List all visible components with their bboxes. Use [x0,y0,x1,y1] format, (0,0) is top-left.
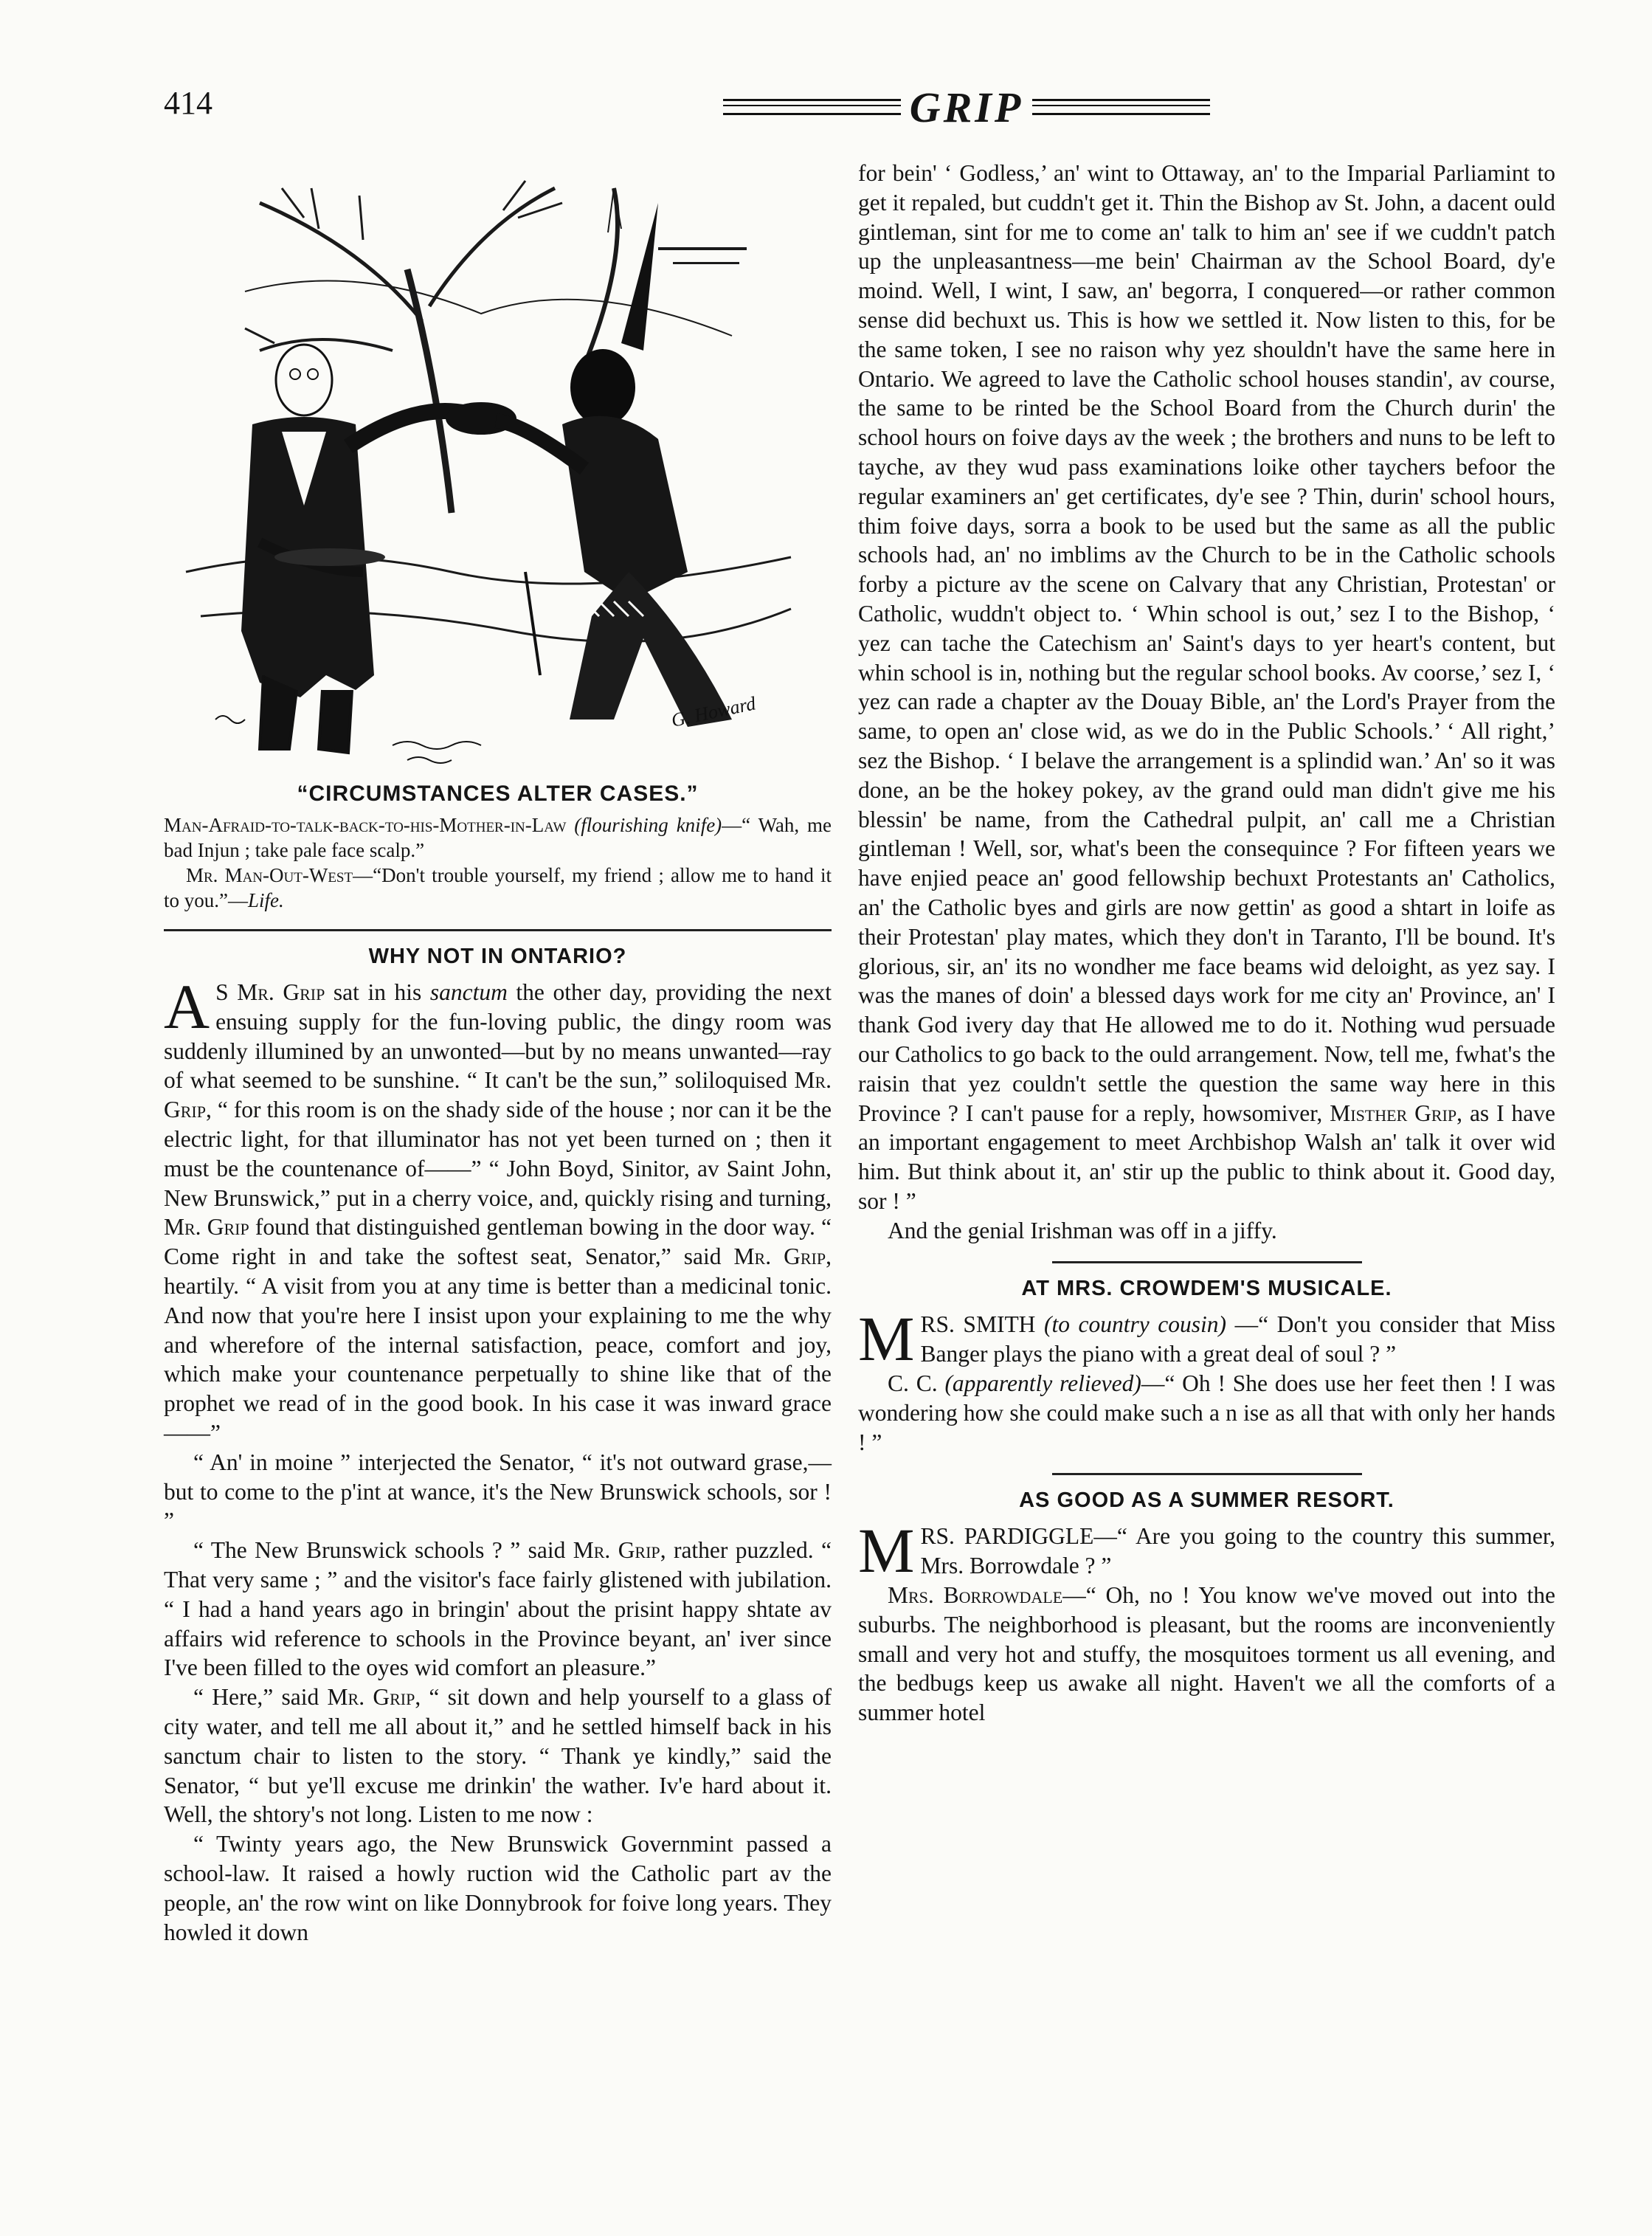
page-number: 414 [164,85,212,121]
article1-paragraph-6 [858,159,1555,1216]
caption-stage-direction: (flourishing knife) [574,814,722,836]
article-title-ontario: WHY NOT IN ONTARIO? [368,945,627,968]
article2-direction: (to country cousin) [1043,1311,1227,1338]
cartoon-drawing [171,159,806,771]
caption-source: Life. [248,889,284,911]
masthead-rule-right [1032,99,1210,115]
page-header [118,81,1542,133]
article1-text: for bein' ‘ Godless,’ an' wint to Ottaway, an' to the Imparial Parliamint to get it repaled, but cuddn't get it. Thin the Bishop av St. John, a dacent ould gintleman, sint for me to come an' talk to him an' see if we cuddn't patch up the unpleasantness—me bein' Chairman av the School Board, dy'e moind. Well, I wint, I saw, an' begorra, I conquered—or rather common sense did bechuxt us. This is how we settled it. Now listen to this, for be the same token, I see no raison why yez shouldn't have the same here in Ontario. We agreed to lave the Catholic school houses standin', av course, the same to be rinted be the School Board from the Church durin' the school hours on foive days av the week ; the brothers and nuns to be left to tayche, av they wud pass examinations loike other taychers befoor the regular examiners an' get certificates, dy'e see ? Thin, durin' school hours, thim foive days, sorra a book to be used but the same as all the public schools had, an' no imblims av the Church to be in the Catholic schools forby a picture av the scene on Calvary that any Christian, Protestan' or Catholic, wuddn't object to. ‘ Whin school is out,’ sez I to the Bishop, ‘ yez can tache the Catechism an' Saint's days to yer heart's content, but whin school is in, nothing but the regular school books. Av coorse,’ sez I, ‘ yez can rade a chapter av the Douay Bible, an' the Lord's Prayer from the same, to open an' close wid, as we do in the Public Schools.’ ‘ All right,’ sez the Bishop. ‘ I belave the arrangement is a splindid wan.’ An' so it was done, an be the hokey pokey, av the grand ould man didn't give me his blessin' be name, from the Cathedral pulpit, an' call me a Christian gintleman ! Well, sor, what's been the consequince ? For fifteen years we have enjied peace an' good fellowship bechuxt Protestants an' Catholics, an' the Catholic byes and girls are now gettin' as good a shtart in loife as their Protestan' play mates, which they don't in Taranto, I'll be bound. It's glorious, sir, an' its no wondher me face beams wid deloight, as yez say. I was the manes of doin' a blessed days work for me city an' Province, an' I thank God ivery day that He allowed me to do it. Nothing wud persuade our Catholics to go back to the ould arrangement. Now, tell me, fwhat's the raisin that yez couldn't settle the question the same way here in this Province ? I can't pause for a reply, howsomiver, [858,160,1555,1126]
article1-text: , as I have an important engagement to meet Archbishop Walsh an' talk it over wid him. But think about it, an' stir up the public to think about it. Good day, sor ! ” [858,1100,1555,1214]
article3-paragraph-2 [858,1581,1555,1728]
article1-paragraph-3 [164,1536,832,1683]
article1-grip-name: Mr. Grip [573,1537,660,1564]
caption-speaker-2: Mr. Man-Out-West [186,864,353,886]
article1-grip-name: Mr. Grip [327,1684,415,1711]
cartoon-caption-line-1 [164,812,832,863]
article2-paragraph-1 [858,1303,1555,1375]
caption-speaker-1: Man-Afraid-to-talk-back-to-his-Mother-in-Law [164,814,567,836]
article1-grip-name: Misther Grip [1330,1100,1457,1126]
article1-paragraph-7: And the genial Irishman was off in a jiffy. [888,1217,1277,1243]
article1-text: found that distinguished gentleman bowing in the door way. “ Come right in and take the softest seat, Senator,” said [164,1214,832,1270]
article2-text: RS. SMITH [920,1311,1044,1338]
article1-paragraph-5: “ Twinty years ago, the New Brunswick Governmint passed a school-law. It raised a howly ruction wid the Catholic part av the people, an' the row wint on like Donnybrook for foive long years. They howled it down [164,1831,832,1945]
illustration-signature: G. Howard [669,692,758,731]
caption-speaker-1-line: —“ Wah, me bad Injun ; take pale face scalp.” [164,814,832,861]
article1-dropcap: A [164,971,210,1042]
article1-grip-name: Mr. Grip [164,1067,832,1123]
article1-text: , rather puzzled. “ That very same ; ” and the visitor's face fairly glistened with jubilation. “ I had a hand years ago in bringin' about the prisint happy shtate av affairs wid reference to schools in the Province beyant, an' iver since I've been filled to the oyes wid comfort an pleasure.” [164,1537,832,1681]
article2-text: —“ Oh ! She does use her feet then ! I was wondering how she could make such a n ise as all that with only her hands ! ” [858,1370,1555,1455]
article2-direction: (apparently relieved) [944,1370,1141,1397]
article3-text: RS. PARDIGGLE—“ Are you going to the country this summer, Mrs. Borrowdale ? ” [920,1523,1555,1579]
article1-text: , “ sit down and help yourself to a glass of city water, and tell me all about it,” and he settled himself back in his sanctum chair to listen to the story. “ Thank ye kindly,” said the Senator, “ but ye'll excuse me drinkin' the wather. Iv'e hard about it. Well, the shtory's not long. Listen to me now : [164,1684,832,1828]
article1-text: sat in his [325,979,430,1005]
article1-text: , “ for this room is on the shady side of the house ; nor can it be the electric light, for that illuminator has not yet been turned on ; then it must be the countenance of——” “ John Boyd, Sinitor, av Saint John, New Brunswick,” put in a cherry voice, and, quickly rising and turning, [164,1097,832,1211]
article3-dropcap: M [858,1515,915,1587]
article3-speaker: Mrs. Borrowdale [888,1582,1063,1609]
section-divider [1052,1473,1362,1475]
cartoon-caption-title: “CIRCUMSTANCES ALTER CASES.” [297,781,699,806]
cartoon-illustration [171,159,806,771]
article1-lead: S Mr. Grip [215,979,325,1005]
article2-paragraph-2 [858,1369,1555,1457]
masthead [723,81,1210,133]
article1-text: the other day, providing the next ensuing supply for the fun-loving public, the dingy room was suddenly illumined by an unwonted—but by no means unwanted—ray of what seemed to be sunshine. “ It can't be the sun,” soliloquised [164,979,832,1094]
article2-dropcap: M [858,1303,915,1375]
article1-paragraph-1 [164,971,832,1448]
article1-grip-name: Mr. Grip [164,1214,249,1241]
masthead-rule-left [723,99,901,115]
article3-text: —“ Oh, no ! You know we've moved out into the suburbs. The neighborhood is pleasant, but the rooms are inconveniently small and very hot and stuffy, the mosquitoes torment us all evening, and the bedbugs keep us awake all night. Haven't we all the comforts of a summer hotel [858,1582,1555,1726]
article1-paragraph-2: “ An' in moine ” interjected the Senator, “ it's not outward grase,—but to come to the p'int at wance, it's the New Brunswick schools, sor ! ” [164,1449,832,1534]
article1-text: “ Here,” said [193,1684,328,1711]
caption-speaker-2-line: —“Don't trouble yourself, my friend ; allow me to hand it to you.”— [164,864,832,911]
article1-grip-name: Mr. Grip [733,1243,826,1270]
article1-text: “ The New Brunswick schools ? ” said [193,1537,573,1564]
article3-paragraph-1 [858,1515,1555,1587]
article2-text: C. C. [888,1370,945,1397]
masthead-title: GRIP [909,83,1024,131]
article-title-musicale: AT MRS. CROWDEM'S MUSICALE. [1021,1277,1392,1301]
article1-text: , heartily. “ A visit from you at any time is better than a medicinal tonic. And now that you're here I insist upon your explaining to me the why and wherefore of the internal satisfaction, peace, comfort and joy, which make your countenance perpetually to shine like that of the prophet we read of in the good book. In his case it was inward grace——” [164,1243,832,1446]
section-divider [164,929,832,931]
article1-sanctum: sanctum [429,979,508,1005]
right-column [858,159,1555,1728]
article1-paragraph-4 [164,1683,832,1829]
article-title-summer-resort: AS GOOD AS A SUMMER RESORT. [1019,1488,1394,1513]
cartoon-caption-line-2 [164,863,832,913]
left-column [164,159,832,1947]
article2-text: —“ Don't you consider that Miss Banger plays the piano with a great deal of soul ? ” [920,1311,1555,1367]
section-divider [1052,1261,1362,1263]
